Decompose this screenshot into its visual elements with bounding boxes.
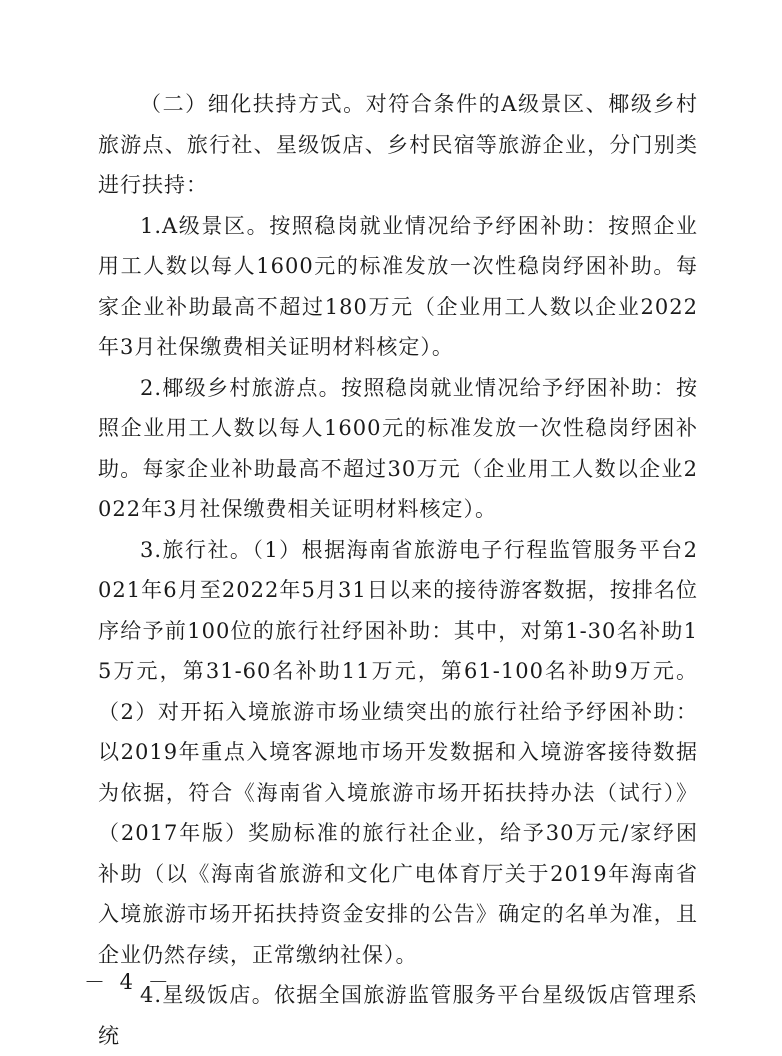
document-body xyxy=(98,84,698,1056)
page-number: － 4 － xyxy=(84,970,173,994)
paragraph-a-level-scenic-areas: 1.A级景区。按照稳岗就业情况给予纾困补助：按照企业用工人数以每人1600元的标准发放一次性稳岗纾困补助。每家企业补助最高不超过180万元（企业用工人数以企业2022年3月社保缴费相关证明材料核定）。 xyxy=(98,213,698,359)
paragraph-rural-tourism-spots: 2.椰级乡村旅游点。按照稳岗就业情况给予纾困补助：按照企业用工人数以每人1600元的标准发放一次性稳岗纾困补助。每家企业补助最高不超过30万元（企业用工人数以企业2022年3月社保缴费相关证明材料核定）。 xyxy=(98,375,698,521)
paragraph-star-rated-hotels: 4.星级饭店。依据全国旅游监管服务平台星级饭店管理系统 xyxy=(98,983,698,1048)
paragraph-support-methods: （二）细化扶持方式。对符合条件的A级景区、椰级乡村旅游点、旅行社、星级饭店、乡村民宿等旅游企业，分门别类进行扶持： xyxy=(98,92,698,197)
paragraph-travel-agencies: 3.旅行社。（1）根据海南省旅游电子行程监管服务平台2021年6月至2022年5月31日以来的接待游客数据，按排名位序给予前100位的旅行社纾困补助：其中，对第1-30名补助15万元，第31-60名补助11万元，第61-100名补助9万元。（2）对开拓入境旅游市场业绩突出的旅行社给予纾困补助：以2019年重点入境客源地市场开发数据和入境游客接待数据为依据，符合《海南省入境旅游市场开拓扶持办法（试行）》（2017年版）奖励标准的旅行社企业，给予30万元/家纾困补助（以《海南省旅游和文化广电体育厅关于2019年海南省入境旅游市场开拓扶持资金安排的公告》确定的名单为准，且企业仍然存续，正常缴纳社保）。 xyxy=(98,537,698,967)
